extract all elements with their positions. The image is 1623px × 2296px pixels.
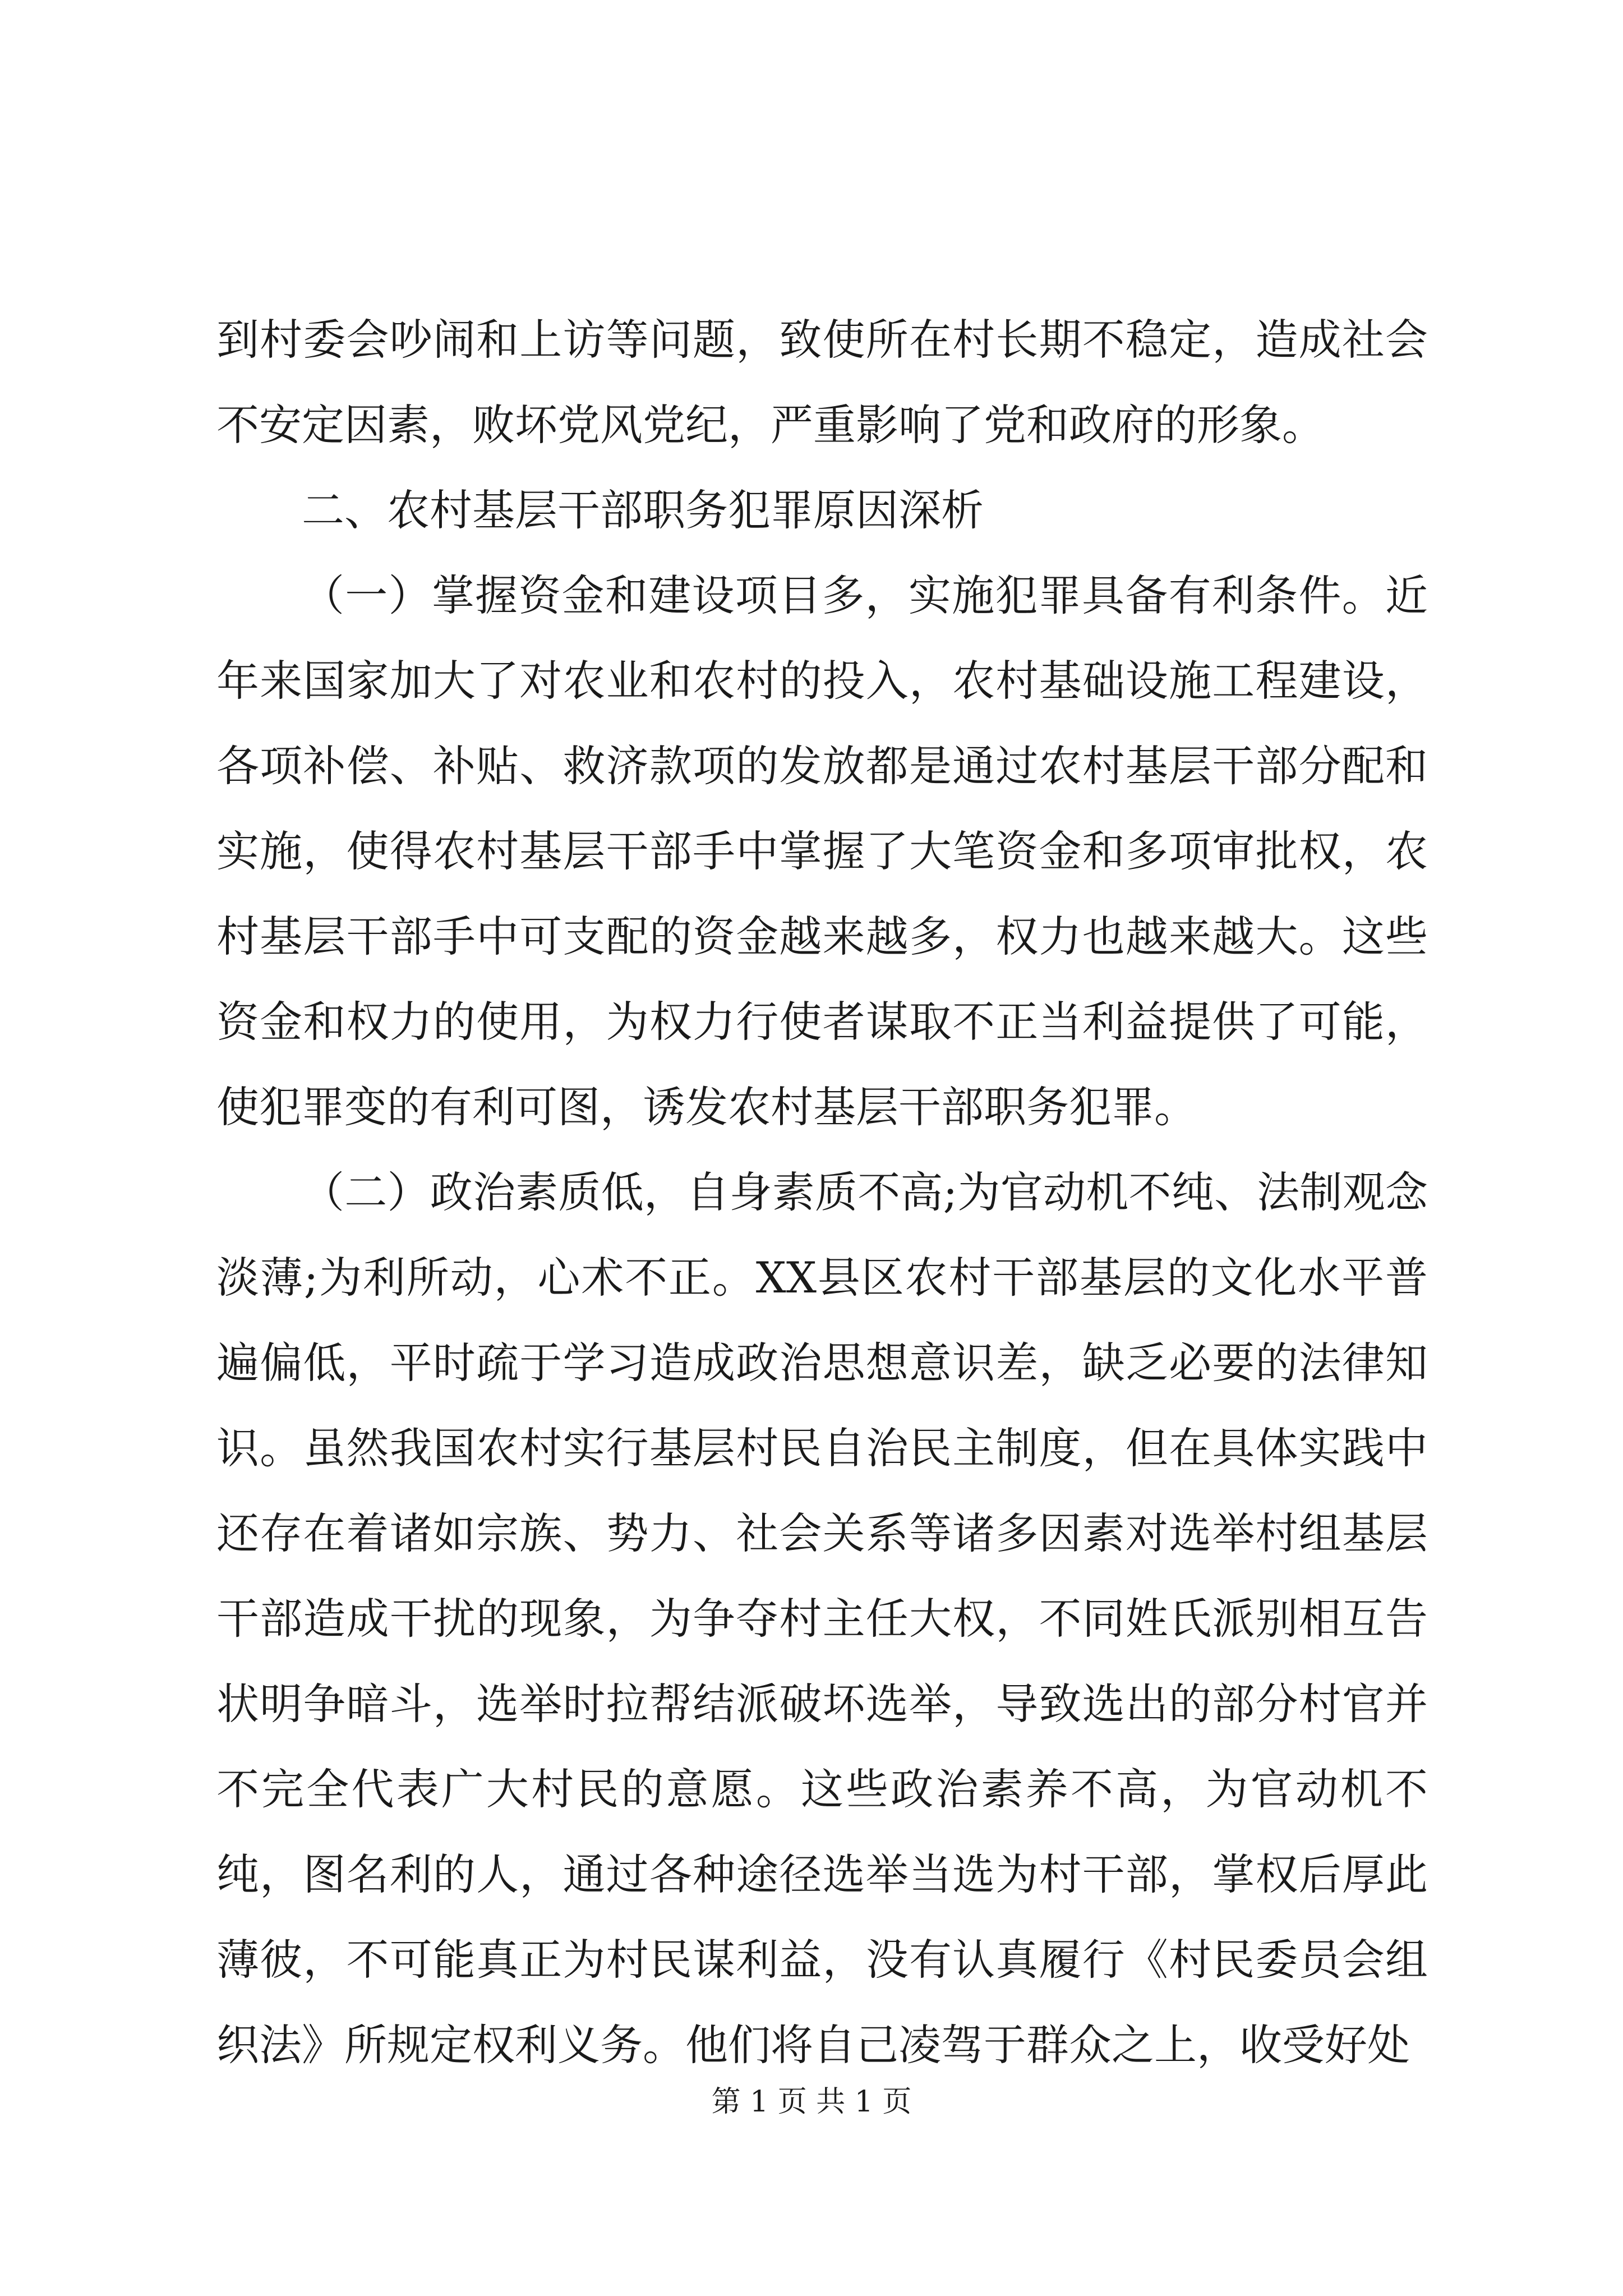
section-heading: 二、农村基层干部职务犯罪原因深析 [302,485,984,535]
page-number-footer: 第 1 页 共 1 页 [711,2085,912,2119]
paragraph-continuation: 到村委会吵闹和上访等问题，致使所在村长期不稳定，造成社会不安定因素，败坏党风党纪，严重影响了党和政府的形象。 [216,315,1428,450]
paragraph-point-one: （一）掌握资金和建设项目多，实施犯罪具备有利条件。近年来国家加大了对农业和农村的投入，农村基础设施工程建设，各项补偿、补贴、救济款项的发放都是通过农村基层干部分配和实施，使得农村基层干部手中掌握了大笔资金和多项审批权，农村基层干部手中可支配的资金越来越多，权力也越来越大。这些资金和权力的使用，为权力行使者谋取不正当利益提供了可能，使犯罪变的有利可图，诱发农村基层干部职务犯罪。 [216,570,1428,1132]
paragraph-point-two: （二）政治素质低，自身素质不高;为官动机不纯、法制观念淡薄;为利所动，心术不正。XX县区农村干部基层的文化水平普遍偏低，平时疏于学习造成政治思想意识差，缺乏必要的法律知识。虽然我国农村实行基层村民自治民主制度，但在具体实践中还存在着诸如宗族、势力、社会关系等诸多因素对选举村组基层干部造成干扰的现象，为争夺村主任大权，不同姓氏派别相互告状明争暗斗，选举时拉帮结派破坏选举，导致选出的部分村官并不完全代表广大村民的意愿。这些政治素养不高，为官动机不纯，图名利的人，通过各种途径选举当选为村干部，掌权后厚此薄彼，不可能真正为村民谋利益，没有认真履行《村民委员会组织法》所规定权利义务。他们将自己凌驾于群众之上，收受好处 [216,1167,1428,2070]
document-body [216,297,1428,2088]
